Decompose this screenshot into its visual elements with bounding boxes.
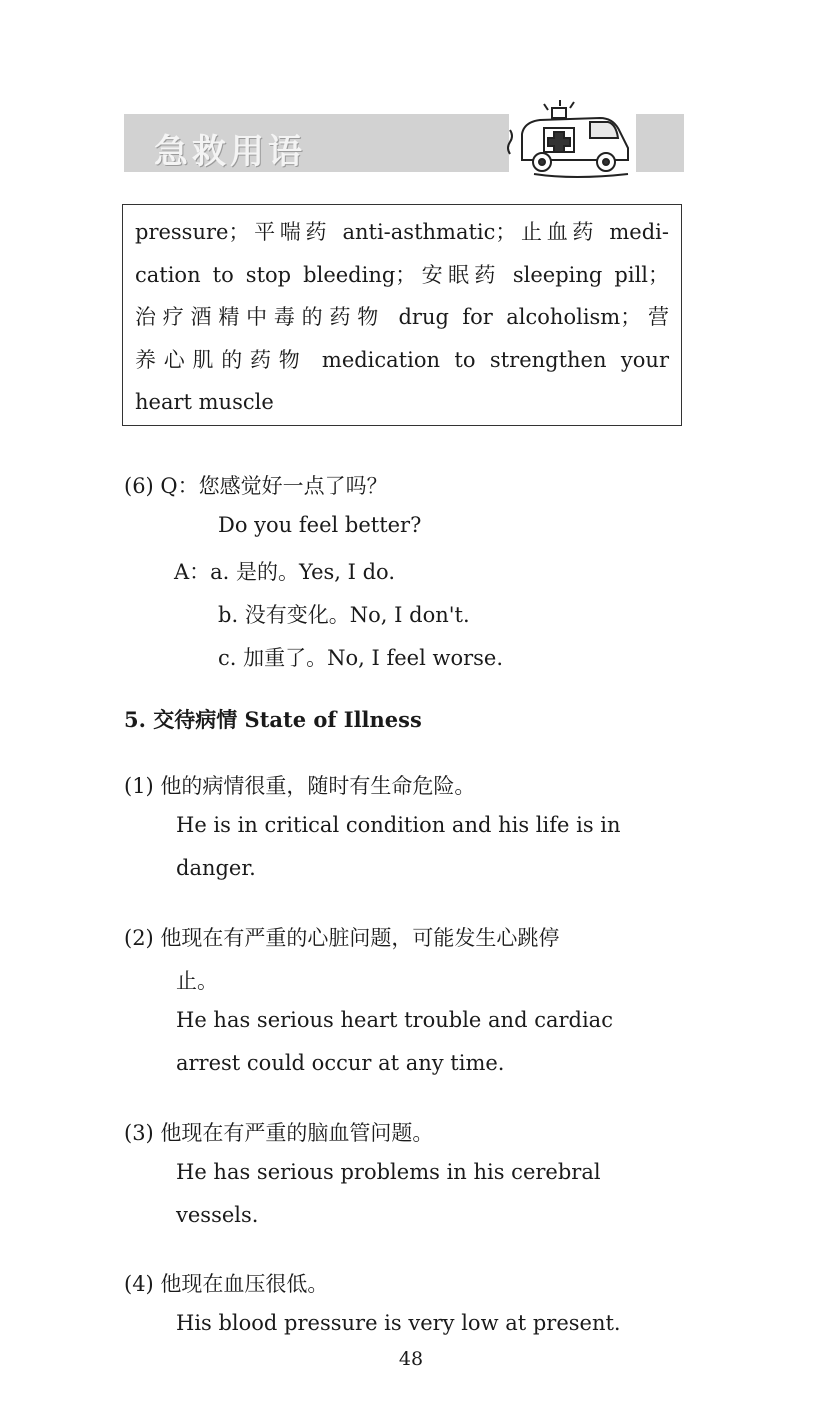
page-number: 48 <box>398 1348 424 1370</box>
question-6-english: Do you feel better? <box>218 513 422 537</box>
box-line: 治疗酒精中毒的药物 drug for alcoholism；营 <box>135 305 669 329</box>
section-banner <box>124 112 684 178</box>
answer-a: A：a. 是的。Yes, I do. <box>174 560 395 584</box>
ambulance-icon <box>504 98 644 182</box>
question-6: (6) Q：您感觉好一点了吗？ <box>124 474 388 498</box>
item-2-english: He has serious heart trouble and cardiac <box>176 1008 613 1032</box>
item-1-english: danger. <box>176 856 256 880</box>
box-line: heart muscle <box>135 390 274 414</box>
item-4-english: His blood pressure is very low at present. <box>176 1311 621 1335</box>
item-3-english: vessels. <box>176 1203 259 1227</box>
item-1-chinese: (1) 他的病情很重，随时有生命危险。 <box>124 774 476 798</box>
item-1-english: He is in critical condition and his life is in <box>176 813 621 837</box>
item-2-chinese: 止。 <box>176 969 218 993</box>
section-heading: 5. 交待病情 State of Illness <box>124 707 422 732</box>
answer-c: c. 加重了。No, I feel worse. <box>218 646 504 670</box>
item-4-chinese: (4) 他现在血压很低。 <box>124 1272 329 1296</box>
item-2-chinese: (2) 他现在有严重的心脏问题，可能发生心跳停 <box>124 926 560 950</box>
vocabulary-box <box>122 204 682 426</box>
box-line: cation to stop bleeding；安眠药 sleeping pill； <box>135 262 669 287</box>
item-3-chinese: (3) 他现在有严重的脑血管问题。 <box>124 1121 434 1145</box>
box-line: 养心肌的药物 medication to strengthen your <box>135 347 669 372</box>
banner-title: 急救用语 <box>154 132 306 172</box>
item-2-english: arrest could occur at any time. <box>176 1051 505 1075</box>
item-3-english: He has serious problems in his cerebral <box>176 1160 601 1184</box>
answer-b: b. 没有变化。No, I don't. <box>218 603 470 627</box>
box-line: pressure；平喘药 anti-asthmatic；止血药 medi- <box>135 220 669 244</box>
